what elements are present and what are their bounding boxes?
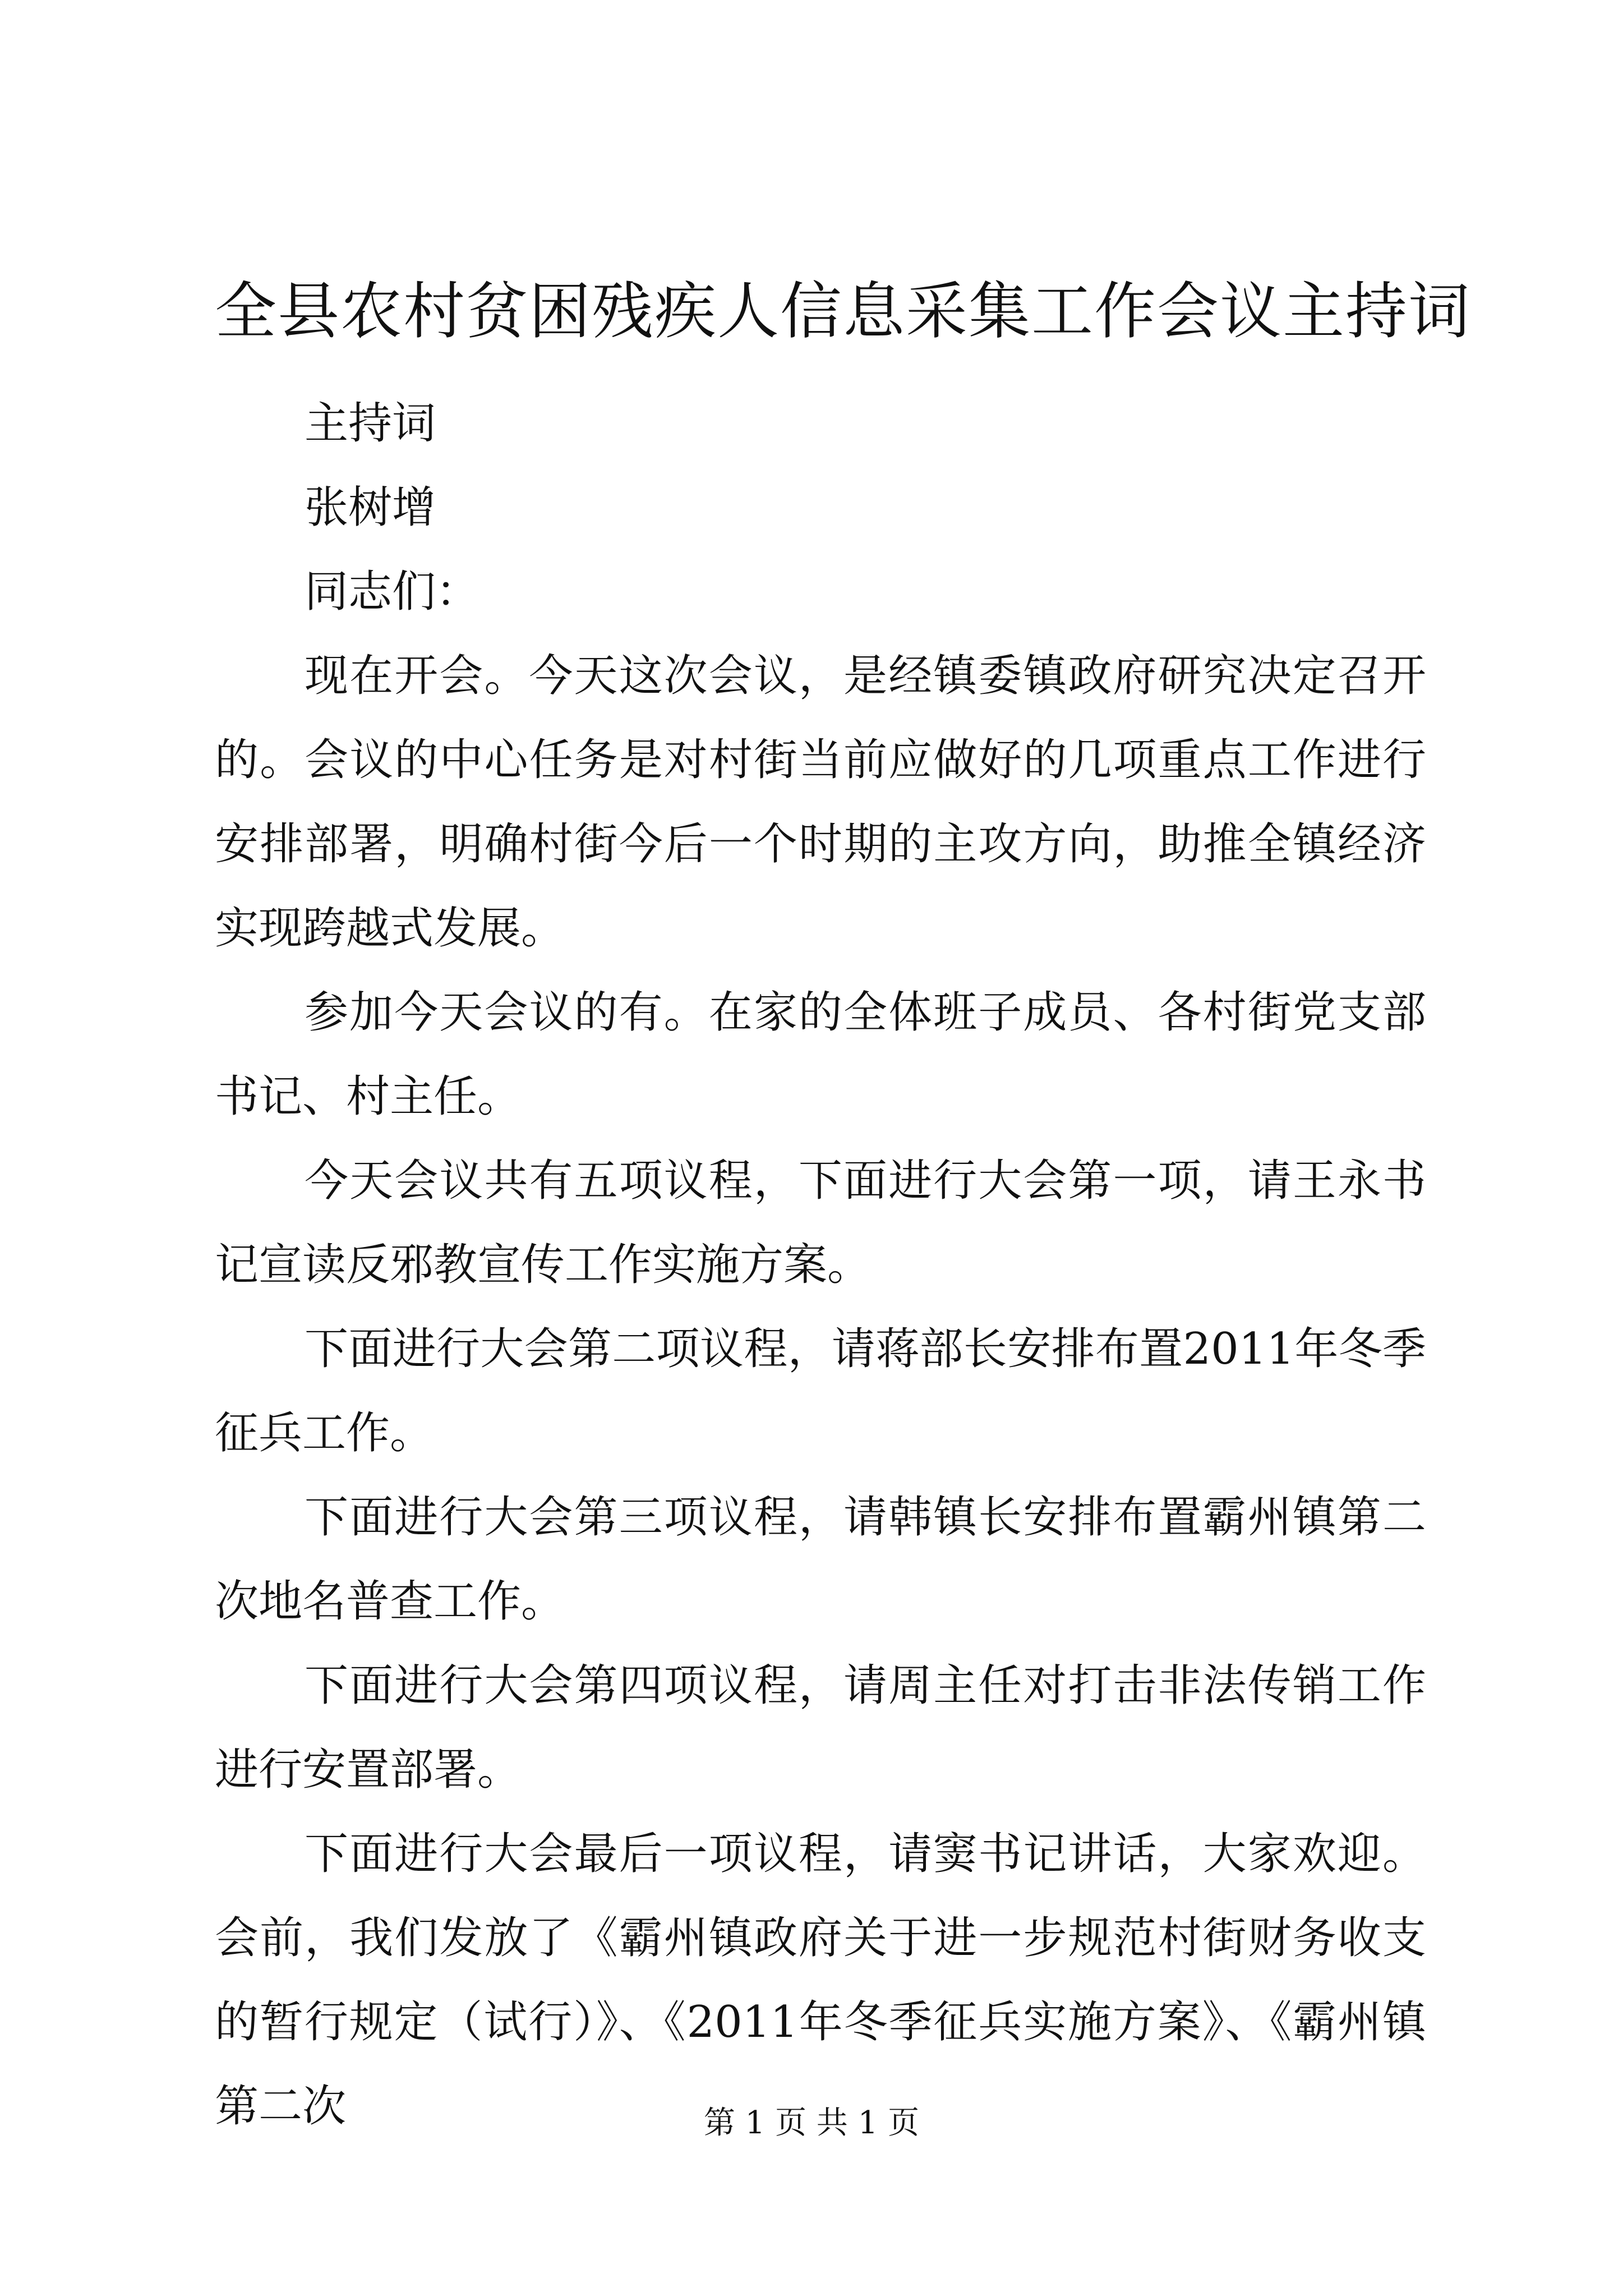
paragraph-agenda-1: 今天会议共有五项议程，下面进行大会第一项，请王永书记宣读反邪教宣传工作实施方案。 [215, 1156, 1426, 1290]
paragraph-author: 张树增 [305, 482, 436, 533]
paragraph-agenda-3: 下面进行大会第三项议程，请韩镇长安排布置霸州镇第二次地名普查工作。 [215, 1492, 1426, 1627]
document-title: 全县农村贫困残疾人信息采集工作会议主持词 [215, 275, 1471, 347]
paragraph-agenda-final: 下面进行大会最后一项议程，请窦书记讲话，大家欢迎。会前，我们发放了《霸州镇政府关于进一步规范村街财务收支的暂行规定（试行）》、《2011年冬季征兵实施方案》、《霸州镇第二次 [215, 1829, 1426, 2132]
paragraph-salutation: 同志们： [305, 567, 480, 617]
paragraph-attendees: 参加今天会议的有。在家的全体班子成员、各村街党支部书记、村主任。 [215, 987, 1426, 1122]
paragraph-agenda-2: 下面进行大会第二项议程，请蒋部长安排布置2011年冬季征兵工作。 [215, 1324, 1426, 1458]
paragraph-heading-label: 主持词 [305, 398, 436, 449]
page-number-footer: 第 1 页 共 1 页 [703, 2105, 920, 2141]
document-body [215, 381, 1426, 2148]
paragraph-agenda-4: 下面进行大会第四项议程，请周主任对打击非法传销工作进行安置部署。 [215, 1660, 1426, 1795]
paragraph-opening: 现在开会。今天这次会议，是经镇委镇政府研究决定召开的。会议的中心任务是对村街当前应做好的几项重点工作进行安排部署，明确村街今后一个时期的主攻方向，助推全镇经济实现跨越式发展。 [215, 651, 1426, 954]
